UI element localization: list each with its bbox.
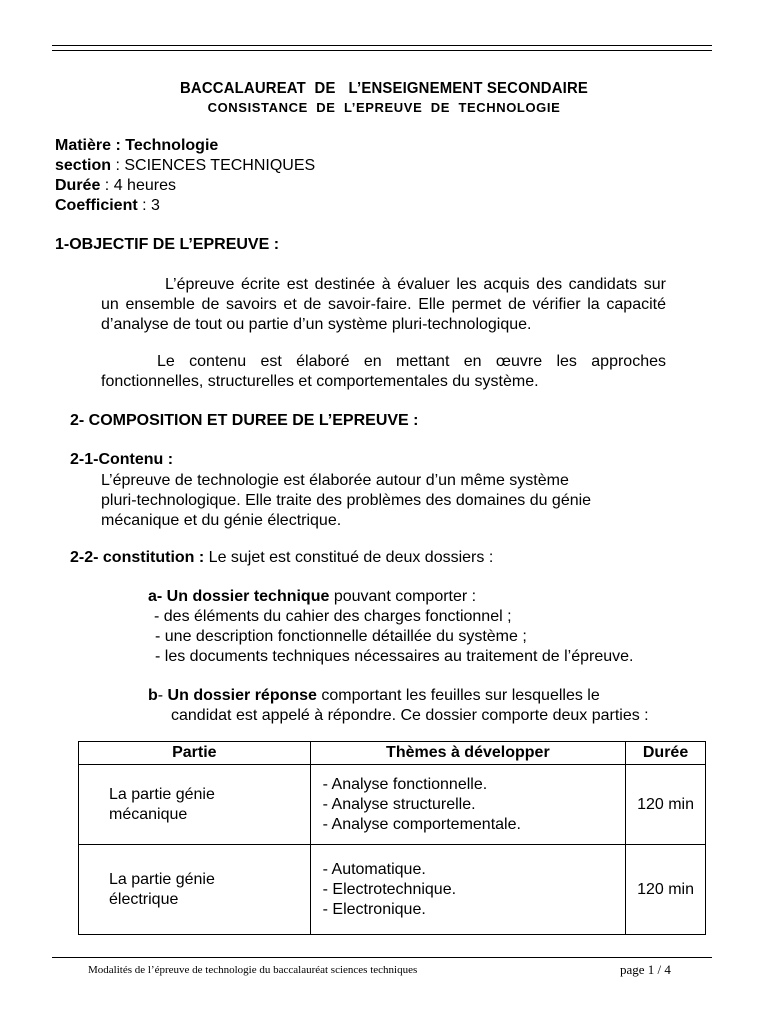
partie-line: mécanique [109,805,188,823]
theme-item: - Analyse comportementale. [322,815,521,833]
section-value: : SCIENCES TECHNIQUES [111,157,316,174]
coefficient-label: Coefficient [55,197,138,214]
top-rule-2 [52,50,712,51]
duree-cell: 120 min [626,765,706,845]
header-duree: Durée [626,742,706,765]
table-header-row [79,742,706,765]
contenu-line-1: L’épreuve de technologie est élaborée autour d’un même système [101,472,569,489]
theme-item: - Electronique. [322,900,426,918]
page-number: page 1 / 4 [620,962,671,977]
section-line [55,157,315,175]
objectif-paragraph-1 [101,275,666,335]
themes-cell [310,765,625,845]
dossier-reponse-line [148,686,600,706]
a-prefix: a- [148,588,163,605]
duree-line [55,177,176,195]
theme-item: - Analyse fonctionnelle. [322,775,488,793]
a-item-1: - des éléments du cahier des charges fonctionnel ; [154,608,512,625]
b-rest: comportant les feuilles sur lesquelles le [316,687,600,704]
footer-text: Modalités de l’épreuve de technologie du baccalauréat sciences techniques [88,964,418,976]
duree-cell: 120 min [626,845,706,935]
footer-rule [52,957,712,958]
b-dash: - [157,687,164,704]
duree-label: Durée [55,177,101,194]
top-rule-1 [52,45,712,46]
objectif-paragraph-2 [101,352,666,392]
theme-item: - Electrotechnique. [322,880,457,898]
contenu-heading: 2-1-Contenu : [70,451,174,468]
b-line-2: candidat est appelé à répondre. Ce dossier comporte deux parties : [171,707,649,724]
contenu-line-3: mécanique et du génie électrique. [101,512,342,529]
coefficient-line [55,197,160,215]
constitution-label: 2-2- constitution : [70,549,205,566]
constitution-text: Le sujet est constitué de deux dossiers : [204,549,494,566]
document-title: BACCALAUREAT DE L’ENSEIGNEMENT SECONDAIRE [179,80,589,97]
objectif-p1-text: L’épreuve écrite est destinée à évaluer les acquis des candidats sur un ensemble de savoirs et de savoir-faire. Elle permet de vérifier la capacité d’analyse de tout ou partie d’un système pluri-technologique. [101,276,666,333]
coefficient-value: : 3 [137,197,160,214]
composition-heading: 2- COMPOSITION ET DUREE DE L’EPREUVE : [70,412,419,429]
theme-item: - Analyse structurelle. [322,795,476,813]
constitution-line [70,548,493,568]
partie-cell [79,765,311,845]
objectif-p2-text: Le contenu est élaboré en mettant en œuvre les approches fonctionnelles, structurelles et comportementales du système. [101,353,666,390]
a-item-2: - une description fonctionnelle détaillée du système ; [155,628,527,645]
partie-line: La partie génie [109,785,215,803]
objectif-heading: 1-OBJECTIF DE L’EPREUVE : [55,236,280,253]
b-bold: Un dossier réponse [163,687,317,704]
dossier-technique-line [148,587,476,607]
a-rest: pouvant comporter : [329,588,477,605]
partie-cell [79,845,311,935]
document-subtitle: CONSISTANCE DE L’EPREUVE DE TECHNOLOGIE [207,100,561,115]
contenu-line-2: pluri-technologique. Elle traite des problèmes des domaines du génie [101,492,592,509]
header-themes: Thèmes à développer [310,742,625,765]
theme-item: - Automatique. [322,860,426,878]
a-item-3: - les documents techniques nécessaires au traitement de l’épreuve. [155,648,634,665]
b-prefix: b [148,687,158,704]
a-bold: Un dossier technique [162,588,330,605]
table-row [79,765,706,845]
matiere-line: Matière : Technologie [55,137,219,154]
themes-cell [310,845,625,935]
epreuve-table [78,741,706,935]
partie-line: La partie génie [109,870,215,888]
table-row [79,845,706,935]
header-partie: Partie [79,742,311,765]
partie-line: électrique [109,890,179,908]
section-label: section [55,157,112,174]
duree-value: : 4 heures [100,177,176,194]
